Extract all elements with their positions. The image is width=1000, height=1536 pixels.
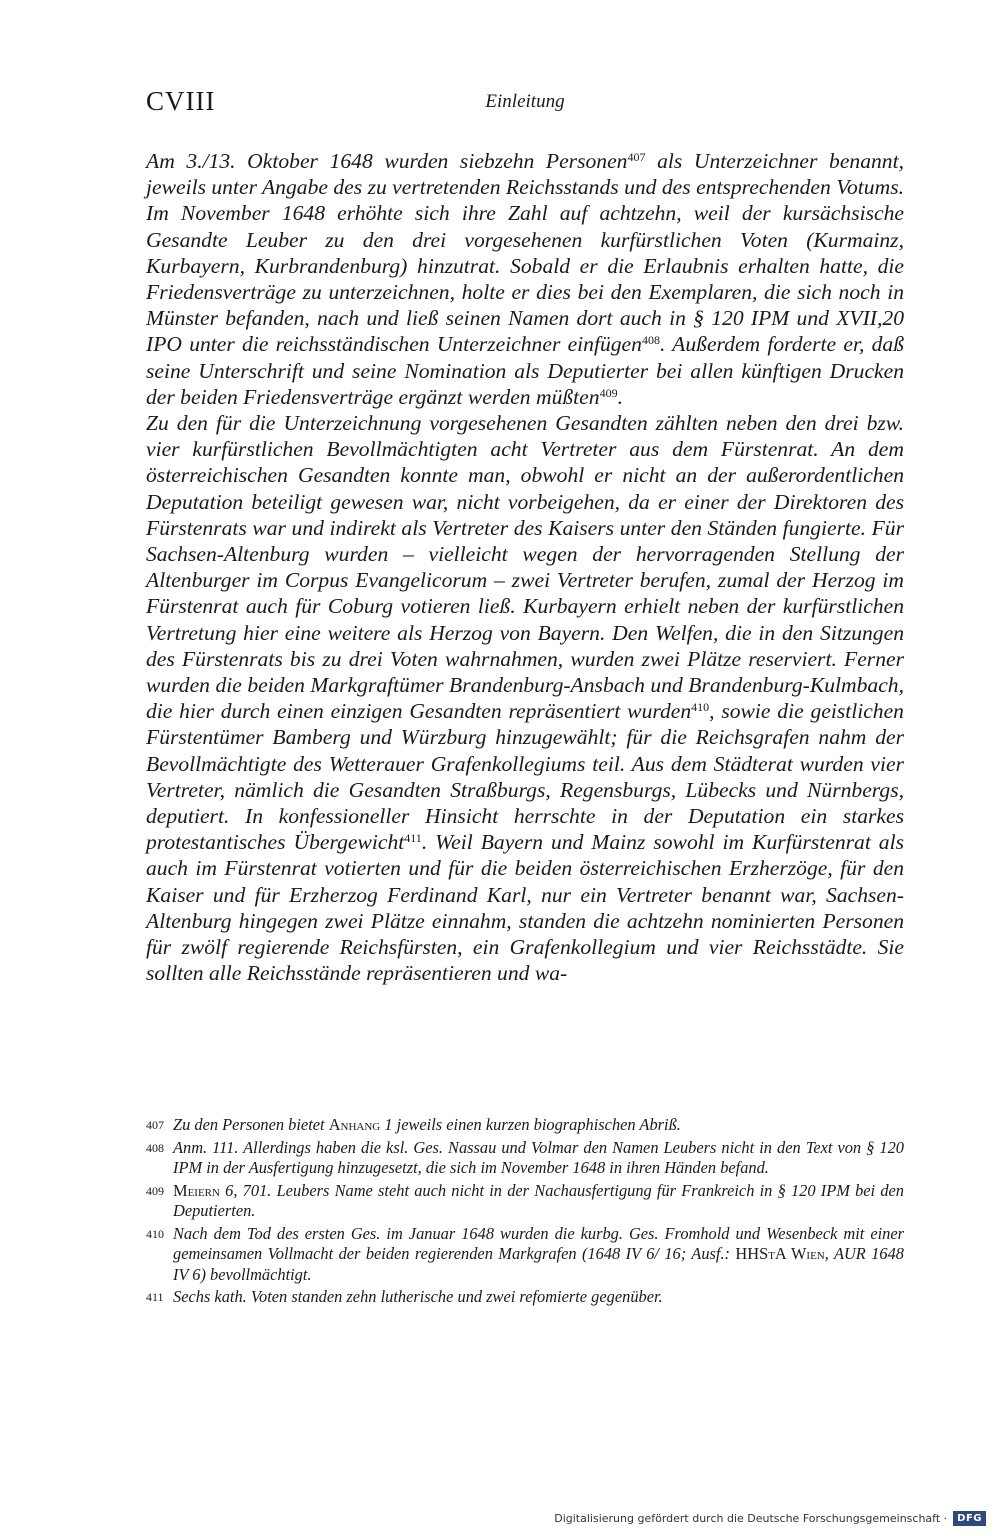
paragraph-text: . Außerdem forderte er, daß seine Unterschrift und seine Nomination als Deputierter bei allen künftigen Drucken der beiden Friedensverträge ergänzt werden müßten bbox=[146, 332, 904, 409]
footnote-number: 408 bbox=[146, 1140, 164, 1155]
footnote-text: Meiern 6, 701. Leubers Name steht auch nicht in der Nachausfertigung für Frankreich in § 120 IPM bei den Deputierten. bbox=[173, 1180, 904, 1220]
paragraph-text: Am 3./13. Oktober 1648 wurden siebzehn Personen bbox=[146, 149, 628, 173]
digitization-credit bbox=[554, 1511, 986, 1526]
footnote-410 bbox=[146, 1224, 904, 1286]
paragraph-text: . bbox=[617, 384, 623, 409]
footnote-number: 411 bbox=[146, 1290, 164, 1304]
body-paragraph-1 bbox=[146, 148, 904, 410]
footnote-ref[interactable]: 410 bbox=[691, 700, 710, 715]
footnote-407 bbox=[146, 1115, 904, 1136]
body-paragraph-2 bbox=[146, 410, 904, 986]
running-head: Einleitung bbox=[485, 91, 565, 112]
page-number: CVIII bbox=[146, 86, 216, 116]
paragraph-text: . Weil Bayern und Mainz sowohl im Kurfürstenrat als auch im Fürstenrat votierten und für die beiden österreichischen Erzherzöge, für den Kaiser und für Erzherzog Ferdinand Karl, nur ein Vertreter benannt war, Sachsen-Altenburg hingegen zwei Plätze einnahm, standen die achtzehn nominierten Personen für zwölf regierende Reichsfürsten, ein Grafenkollegium und vier Reichsstädte. Sie sollten alle Reichsstände repräsentieren und wa- bbox=[146, 830, 904, 986]
footnote-number: 407 bbox=[146, 1118, 164, 1132]
footnotes bbox=[146, 1115, 904, 1310]
footnote-text: Sechs kath. Voten standen zehn lutherische und zwei refomierte gegenüber. bbox=[173, 1287, 663, 1306]
footnote-ref[interactable]: 407 bbox=[627, 150, 646, 164]
footnote-text: Nach dem Tod des ersten Ges. im Januar 1648 wurden die kurbg. Ges. Fromhold und Wesenbeck mit einer gemeinsamen Vollmacht der beiden regierenden Markgrafen (1648 IV 6/ 16; Ausf.: HHStA Wien, AUR 1648 IV 6) bevollmächtigt. bbox=[173, 1223, 904, 1284]
footnote-ref[interactable]: 409 bbox=[599, 385, 618, 400]
main-text bbox=[146, 148, 904, 987]
credit-text: Digitalisierung gefördert durch die Deutsche Forschungsgemeinschaft · bbox=[554, 1512, 948, 1525]
footnote-text: Anm. 111. Allerdings haben die ksl. Ges. Nassau und Volmar den Namen Leubers nicht in den Text von § 120 IPM in der Ausfertigung hinzugesetzt, die sich im November 1648 in ihren Händen befand. bbox=[173, 1137, 904, 1177]
footnote-text: Zu den Personen bietet Anhang 1 jeweils einen kurzen biographischen Abriß. bbox=[173, 1115, 681, 1134]
footnote-number: 409 bbox=[146, 1183, 164, 1198]
dfg-logo-icon: DFG bbox=[953, 1511, 986, 1526]
footnote-408 bbox=[146, 1138, 904, 1179]
footnote-ref[interactable]: 408 bbox=[641, 333, 660, 348]
footnote-409 bbox=[146, 1181, 904, 1222]
paragraph-text: Zu den für die Unterzeichnung vorgesehenen Gesandten zählten neben den drei bzw. vier kurfürstlichen Bevollmächtigten acht Vertreter aus dem Fürstenrat. An dem österreichischen Gesandten konnte man, obwohl er nicht an der außerordentlichen Deputation beteiligt gewesen war, nicht vorbeigehen, da er einer der Direktoren des Fürstenrats war und indirekt als Vertreter des Kaisers unter den Ständen fungierte. Für Sachsen-Altenburg wurden – vielleicht wegen der hervorragenden Stellung der Altenburger im Corpus Evangelicorum – zwei Vertreter berufen, zumal der Herzog im Fürstenrat auch für Coburg votieren ließ. Kurbayern erhielt neben der kurfürstlichen Vertretung hier eine weitere als Herzog von Bayern. Den Welfen, die in den Sitzungen des Fürstenrats bis zu drei Voten wahrnahmen, wurden zwei Plätze reserviert. Ferner wurden die beiden Markgraftümer Brandenburg-Ansbach und Brandenburg-Kulmbach, die hier durch einen einzigen Gesandten repräsentiert wurden bbox=[146, 411, 904, 724]
paragraph-text: als Unterzeichner benannt, jeweils unter Angabe des zu vertretenden Reichsstands und des entsprechenden Votums. Im November 1648 erhöhte sich ihre Zahl auf achtzehn, weil der kursächsische Gesandte Leuber zu den drei vorgesehenen kurfürstlichen Voten (Kurmainz, Kurbayern, Kurbrandenburg) hinzutrat. Sobald er die Erlaubnis erhalten hatte, die Friedensverträge zu unterzeichnen, holte er dies bei den Exemplaren, die sich noch in Münster befanden, nach und ließ seinen Namen dort auch in § 120 IPM und XVII,20 IPO unter die reichsständischen Unterzeichner einfügen bbox=[146, 149, 904, 357]
footnote-number: 410 bbox=[146, 1226, 164, 1241]
footnote-ref[interactable]: 411 bbox=[404, 831, 422, 846]
footnote-411 bbox=[146, 1287, 904, 1308]
paragraph-text: , sowie die geistlichen Fürstentümer Bamberg und Würzburg hinzugewählt; für die Reichsgrafen nahm der Bevollmächtigte des Wetterauer Grafenkollegiums teil. Aus dem Städterat wurden vier Vertreter, nämlich die Gesandten Straßburgs, Regensburgs, Lübecks und Nürnbergs, deputiert. In konfessioneller Hinsicht herrschte in der Deputation ein starkes protestantisches Übergewicht bbox=[146, 699, 904, 855]
